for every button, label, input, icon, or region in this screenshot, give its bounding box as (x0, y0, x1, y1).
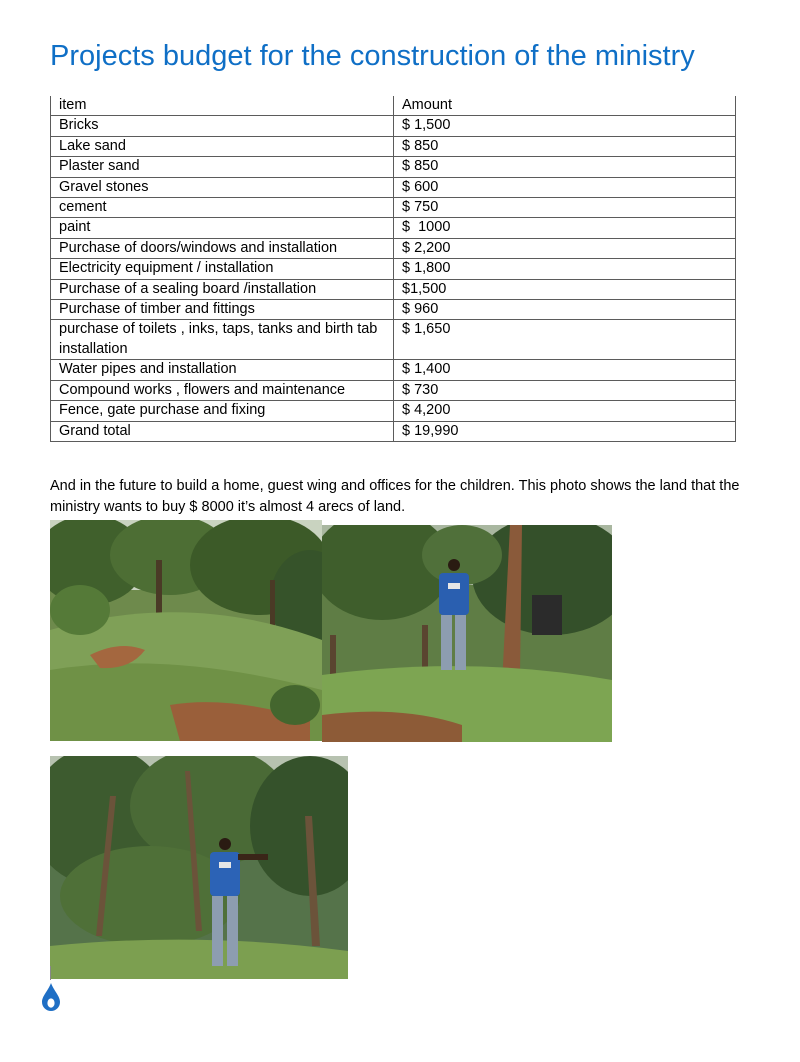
table-row (51, 136, 736, 156)
table-row-grand-total (51, 421, 736, 441)
row-item: Water pipes and installation (51, 360, 394, 380)
body-paragraph: And in the future to build a home, guest wing and offices for the children. This photo shows the land that the ministry wants to buy $ 8000 it’s almost 4 arecs of land. (50, 478, 740, 515)
column-header-amount: Amount (394, 96, 736, 116)
row-item: Bricks (51, 116, 394, 136)
row-amount: $ 19,990 (394, 421, 736, 441)
table-header-row (51, 96, 736, 116)
row-amount: $ 1,500 (394, 116, 736, 136)
row-item: Purchase of doors/windows and installation (51, 238, 394, 258)
row-amount: $1,500 (394, 279, 736, 299)
row-amount: $ 4,200 (394, 401, 736, 421)
row-item: paint (51, 218, 394, 238)
water-drop-icon (41, 982, 61, 1017)
row-amount: $ 850 (394, 136, 736, 156)
table-row (51, 380, 736, 400)
row-item: Compound works , flowers and maintenance (51, 380, 394, 400)
row-item: Fence, gate purchase and fixing (51, 401, 394, 421)
land-photo-man-in-bush (50, 756, 348, 979)
table-row (51, 401, 736, 421)
row-amount: $ 2,200 (394, 238, 736, 258)
row-item: purchase of toilets , inks, taps, tanks and birth tab installation (51, 320, 394, 360)
row-item: cement (51, 198, 394, 218)
page-title: Projects budget for the construction of the ministry (50, 40, 695, 72)
row-amount: $ 1,800 (394, 259, 736, 279)
table-row (51, 116, 736, 136)
table-row (51, 259, 736, 279)
table-row (51, 198, 736, 218)
row-amount: $ 730 (394, 380, 736, 400)
row-item: Purchase of timber and fittings (51, 300, 394, 320)
table-row (51, 157, 736, 177)
row-item: Gravel stones (51, 177, 394, 197)
row-amount: $ 960 (394, 300, 736, 320)
row-amount: $ 1000 (394, 218, 736, 238)
table-row (51, 320, 736, 360)
row-amount: $ 1,650 (394, 320, 736, 360)
row-item: Lake sand (51, 136, 394, 156)
land-photo-slope (50, 520, 322, 741)
table-row (51, 300, 736, 320)
budget-table (50, 96, 736, 442)
row-item: Plaster sand (51, 157, 394, 177)
table-row (51, 218, 736, 238)
row-amount: $ 850 (394, 157, 736, 177)
land-photo-man-by-tree (322, 525, 612, 742)
table-row (51, 177, 736, 197)
margin-rule (50, 966, 51, 980)
column-header-item: item (51, 96, 394, 116)
row-item: Grand total (51, 421, 394, 441)
table-row (51, 360, 736, 380)
row-amount: $ 600 (394, 177, 736, 197)
row-item: Purchase of a sealing board /installation (51, 279, 394, 299)
row-amount: $ 750 (394, 198, 736, 218)
row-item: Electricity equipment / installation (51, 259, 394, 279)
row-amount: $ 1,400 (394, 360, 736, 380)
table-row (51, 279, 736, 299)
table-row (51, 238, 736, 258)
